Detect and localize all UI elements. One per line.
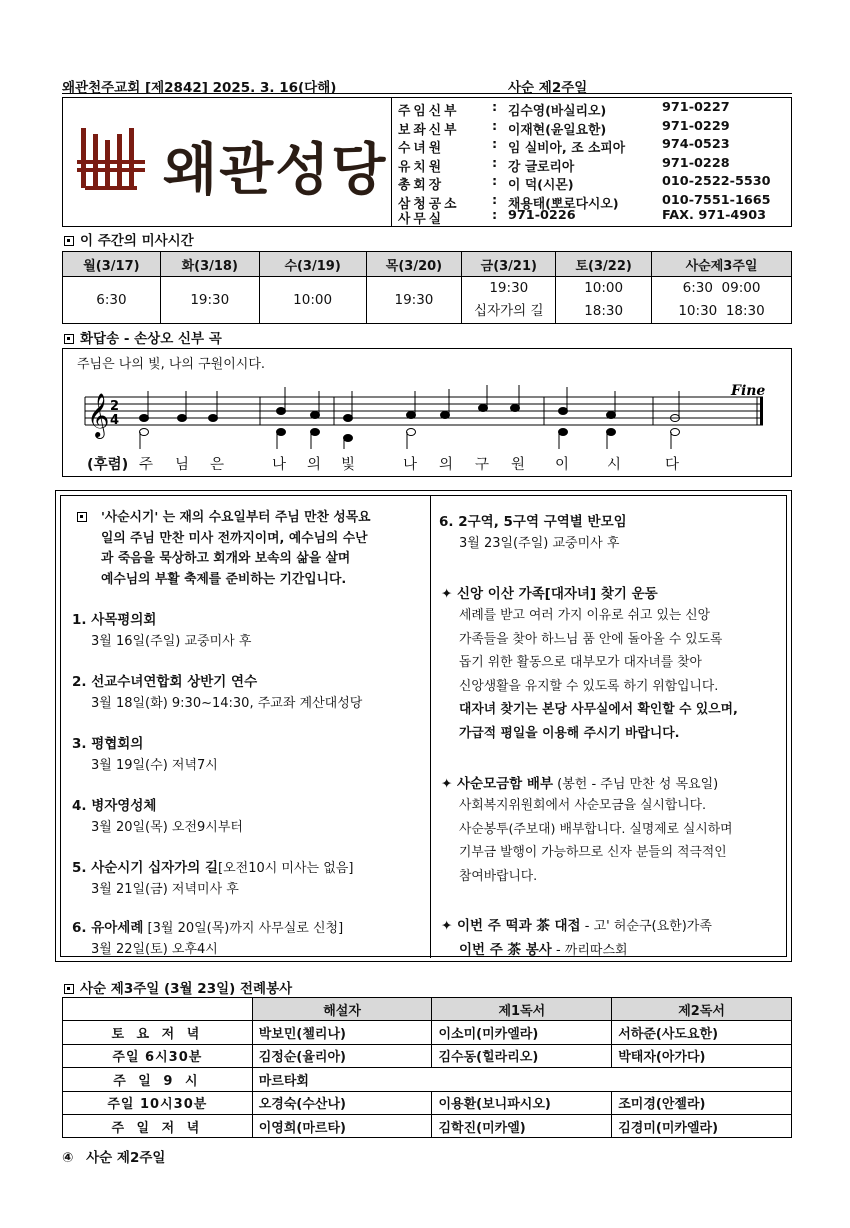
staff-row: 총회장 : 이 덕(시몬) 010-2522-5530 bbox=[398, 174, 771, 193]
lyric-syllable: 구 bbox=[475, 457, 490, 473]
notices-box bbox=[55, 490, 792, 962]
service-cell: 박태자(아가다) bbox=[612, 1044, 792, 1067]
svg-text:4: 4 bbox=[110, 413, 120, 428]
mass-day: 화(3/18) bbox=[160, 252, 259, 277]
notice-detail: 3월 16일(주일) 교중미사 후 bbox=[91, 634, 252, 649]
staff-row: 주임신부 : 김수영(바실리오) 971-0227 bbox=[398, 100, 730, 119]
notices-divider bbox=[430, 496, 431, 958]
lent-box-title-row: ✦ 사순모금함 배부 (봉헌 - 주님 만찬 성 목요일) bbox=[441, 776, 719, 792]
staff-name: 이 덕(시몬) bbox=[508, 178, 574, 193]
service-label: 주일 10시30분 bbox=[63, 1091, 253, 1114]
psalm-box bbox=[62, 348, 792, 477]
fine-marking: Fine bbox=[731, 383, 766, 399]
mass-times-row bbox=[63, 277, 792, 324]
parish-emblem-icon bbox=[71, 120, 151, 204]
notice-title: 6. 2구역, 5구역 구역별 반모임 bbox=[439, 514, 627, 530]
mass-section-title: 이 주간의 미사시간 bbox=[62, 229, 194, 247]
service-row bbox=[63, 1091, 792, 1114]
service-row bbox=[63, 1068, 792, 1091]
staff-name: 이재현(윤일요한) bbox=[508, 122, 607, 138]
bulletin-header bbox=[62, 76, 792, 94]
lyric-syllable: 원 bbox=[511, 457, 526, 473]
staff-role: 수녀원 bbox=[398, 141, 445, 156]
notice-detail: 3월 20일(목) 오전9시부터 bbox=[91, 820, 243, 835]
mass-time: 6:30 bbox=[63, 277, 161, 324]
notice-detail: 3월 18일(화) 9:30~14:30, 주교좌 계산대성당 bbox=[91, 696, 363, 711]
service-header-blank bbox=[63, 998, 253, 1021]
staff-phone: 971-0228 bbox=[662, 155, 730, 171]
mass-day: 월(3/17) bbox=[63, 252, 161, 277]
music-staff bbox=[63, 349, 793, 478]
notice-title: 1. 사목평의회 bbox=[72, 612, 157, 628]
notice-detail: 3월 21일(금) 저녁미사 후 bbox=[91, 882, 239, 897]
staff-name: 971-0226 bbox=[508, 208, 576, 223]
lyric-syllable: 의 bbox=[307, 457, 322, 473]
staff-phone: 971-0227 bbox=[662, 100, 730, 115]
bulletin-issue: 왜관천주교회 [제2842] 2025. 3. 16(다해) bbox=[62, 80, 337, 96]
service-label: 주일 6시30분 bbox=[63, 1044, 253, 1067]
staff-row: 수녀원 : 임 실비아, 조 소피아 974-0523 bbox=[398, 137, 730, 156]
mass-day: 금(3/21) bbox=[462, 252, 556, 277]
staff-role: 보좌신부 bbox=[398, 122, 460, 138]
service-cell: 이용환(보니파시오) bbox=[432, 1091, 612, 1114]
staff-role: 유치원 bbox=[398, 159, 445, 175]
psalm-response-text: 주님은 나의 빛, 나의 구원이시다. bbox=[77, 357, 266, 372]
staff-name: 임 실비아, 조 소피아 bbox=[508, 141, 626, 156]
lyric-syllable: 은 bbox=[210, 457, 225, 473]
service-row bbox=[63, 1044, 792, 1067]
mass-time: 10:00 18:30 bbox=[556, 277, 652, 324]
treble-clef-icon: 𝄞 bbox=[87, 393, 110, 437]
tea-service-row: 이번 주 茶 봉사 - 까리따스회 bbox=[459, 942, 628, 958]
lyric-syllable: 의 bbox=[439, 457, 454, 473]
staff-role: 사무실 bbox=[398, 212, 445, 227]
parish-logo-text: 왜관성당 bbox=[163, 137, 388, 203]
family-campaign-text: 세례를 받고 여러 가지 이유로 쉬고 있는 신앙 가족들을 찾아 하느님 품 안에 돌아올 수 있도록 돕기 위한 활동으로 대부모가 대자녀를 찾아 신앙생활을 유지할 수 있도록 하기 위함입니다. 대자녀 찾기는 본당 사무실에서 확인할 수 있으며, 가급적 평일을 이용해 주시기 바랍니다. bbox=[459, 608, 738, 741]
notice-title: 4. 병자영성체 bbox=[72, 798, 157, 814]
mass-time: 6:30 09:00 10:30 18:30 bbox=[652, 277, 792, 324]
square-bullet-icon bbox=[75, 510, 93, 525]
hospitality-row: ✦ 이번 주 떡과 茶 대접 - 고' 허순구(요한)가족 bbox=[441, 918, 712, 934]
service-header: 해설자 bbox=[252, 998, 432, 1021]
lent-intro: '사순시기' 는 재의 수요일부터 주님 만찬 성목요 일의 주님 만찬 미사 전까지이며, 예수님의 수난 과 죽음을 묵상하고 회개와 보속의 삶을 살며 예수님의 부활 축제를 준비하는 기간입니다. bbox=[101, 510, 371, 587]
lyric-syllable: 나 bbox=[403, 457, 418, 473]
staff-name: 김수영(바실리오) bbox=[508, 104, 607, 119]
service-cell: 김정순(율리아) bbox=[252, 1044, 432, 1067]
parish-logo-box bbox=[62, 97, 392, 227]
service-header: 제1독서 bbox=[432, 998, 612, 1021]
staff-phone: 010-2522-5530 bbox=[662, 174, 771, 189]
staff-role: 주임신부 bbox=[398, 104, 460, 119]
staff-row: 보좌신부 : 이재현(윤일요한) 971-0229 bbox=[398, 118, 730, 138]
square-bullet-icon bbox=[64, 236, 74, 246]
mass-day: 수(3/19) bbox=[259, 252, 366, 277]
mass-schedule-table bbox=[62, 251, 792, 324]
notice-title-row: 5. 사순시기 십자가의 길[오전10시 미사는 없음] bbox=[72, 860, 354, 876]
service-row bbox=[63, 1114, 792, 1137]
staff-phone: 971-0229 bbox=[662, 118, 730, 134]
staff-role: 삼청공소 bbox=[398, 196, 460, 212]
family-campaign-title: ✦ 신앙 이산 가족[대자녀] 찾기 운동 bbox=[441, 586, 658, 602]
service-cell: 오경숙(수산나) bbox=[252, 1091, 432, 1114]
service-cell: 김경미(미카엘라) bbox=[612, 1114, 792, 1137]
service-cell: 서하준(사도요한) bbox=[612, 1021, 792, 1044]
service-cell: 조미경(안젤라) bbox=[612, 1091, 792, 1114]
service-cell: 박보민(첼리나) bbox=[252, 1021, 432, 1044]
refrain-label: (후렴) bbox=[87, 457, 129, 473]
liturgy-service-table bbox=[62, 997, 792, 1138]
liturgical-week: 사순 제2주일 bbox=[508, 80, 588, 96]
staff-phone: 010-7551-1665 bbox=[662, 192, 771, 208]
lent-box-text: 사회복지위원회에서 사순모금을 실시합니다. 사순봉투(주보대) 배부합니다. 실명제로 실시하며 기부금 발행이 가능하므로 신자 분들의 적극적인 참여바랍니다. bbox=[459, 798, 733, 884]
notice-detail: 3월 23일(주일) 교중미사 후 bbox=[459, 536, 620, 551]
lyric-syllable: 시 bbox=[607, 457, 622, 473]
notices-inner bbox=[60, 495, 787, 957]
mass-time: 10:00 bbox=[259, 277, 366, 324]
staff-name: 채용태(뽀로다시오) bbox=[508, 196, 619, 212]
lyric-syllable: 님 bbox=[175, 457, 190, 473]
service-header: 제2독서 bbox=[612, 998, 792, 1021]
service-label: 주 일 저 녁 bbox=[63, 1114, 253, 1137]
service-cell: 이영희(마르타) bbox=[252, 1114, 432, 1137]
staff-role: 총회장 bbox=[398, 178, 445, 193]
notice-title: 3. 평협회의 bbox=[72, 736, 144, 752]
mass-day: 목(3/20) bbox=[366, 252, 462, 277]
mass-day: 토(3/22) bbox=[556, 252, 652, 277]
staff-row: 유치원 : 강 글로리아 971-0228 bbox=[398, 155, 730, 175]
service-cell: 김학진(미카엘) bbox=[432, 1114, 612, 1137]
notice-detail: 3월 22일(토) 오후4시 bbox=[91, 942, 218, 957]
staff-phone: 974-0523 bbox=[662, 137, 730, 152]
mass-time: 19:30 십자가의 길 bbox=[462, 277, 556, 324]
service-cell: 이소미(미카엘라) bbox=[432, 1021, 612, 1044]
mass-time: 19:30 bbox=[160, 277, 259, 324]
service-cell: 김수동(힐라리오) bbox=[432, 1044, 612, 1067]
mass-time: 19:30 bbox=[366, 277, 462, 324]
page-number: ④ bbox=[62, 1150, 74, 1166]
service-row bbox=[63, 1021, 792, 1044]
staff-row: 삼청공소 : 채용태(뽀로다시오) 010-7551-1665 bbox=[398, 192, 771, 212]
service-label: 주 일 9 시 bbox=[63, 1068, 253, 1091]
notice-title: 2. 선교수녀연합회 상반기 연수 bbox=[72, 674, 258, 690]
svg-text:2: 2 bbox=[110, 399, 120, 414]
footer-text: 사순 제2주일 bbox=[86, 1150, 166, 1166]
psalm-section-title: 화답송 - 손상오 신부 곡 bbox=[62, 327, 222, 345]
notice-title-row: 6. 유아세례 [3월 20일(목)까지 사무실로 신청] bbox=[72, 920, 344, 936]
lyric-syllable: 빛 bbox=[341, 457, 356, 473]
service-section-title: 사순 제3주일 (3월 23일) 전례봉사 bbox=[62, 977, 292, 995]
service-header-row bbox=[63, 998, 792, 1021]
lyric-syllable: 다 bbox=[665, 457, 680, 473]
staff-phone: FAX. 971-4903 bbox=[662, 208, 766, 223]
page-footer bbox=[62, 1146, 165, 1166]
service-label: 토 요 저 녁 bbox=[63, 1021, 253, 1044]
lyric-syllable: 나 bbox=[272, 457, 287, 473]
staff-directory bbox=[392, 97, 792, 227]
service-cell: 마르타회 bbox=[252, 1068, 791, 1091]
staff-name: 강 글로리아 bbox=[508, 159, 575, 175]
notice-detail: 3월 19일(수) 저녁7시 bbox=[91, 758, 218, 773]
square-bullet-icon bbox=[64, 984, 74, 994]
staff-row: 사무실 : 971-0226 FAX. 971-4903 bbox=[398, 208, 766, 227]
mass-day: 사순제3주일 bbox=[652, 252, 792, 277]
lyric-syllable: 주 bbox=[139, 457, 154, 473]
mass-header-row bbox=[63, 252, 792, 277]
lyric-syllable: 이 bbox=[555, 457, 570, 473]
square-bullet-icon bbox=[64, 334, 74, 344]
